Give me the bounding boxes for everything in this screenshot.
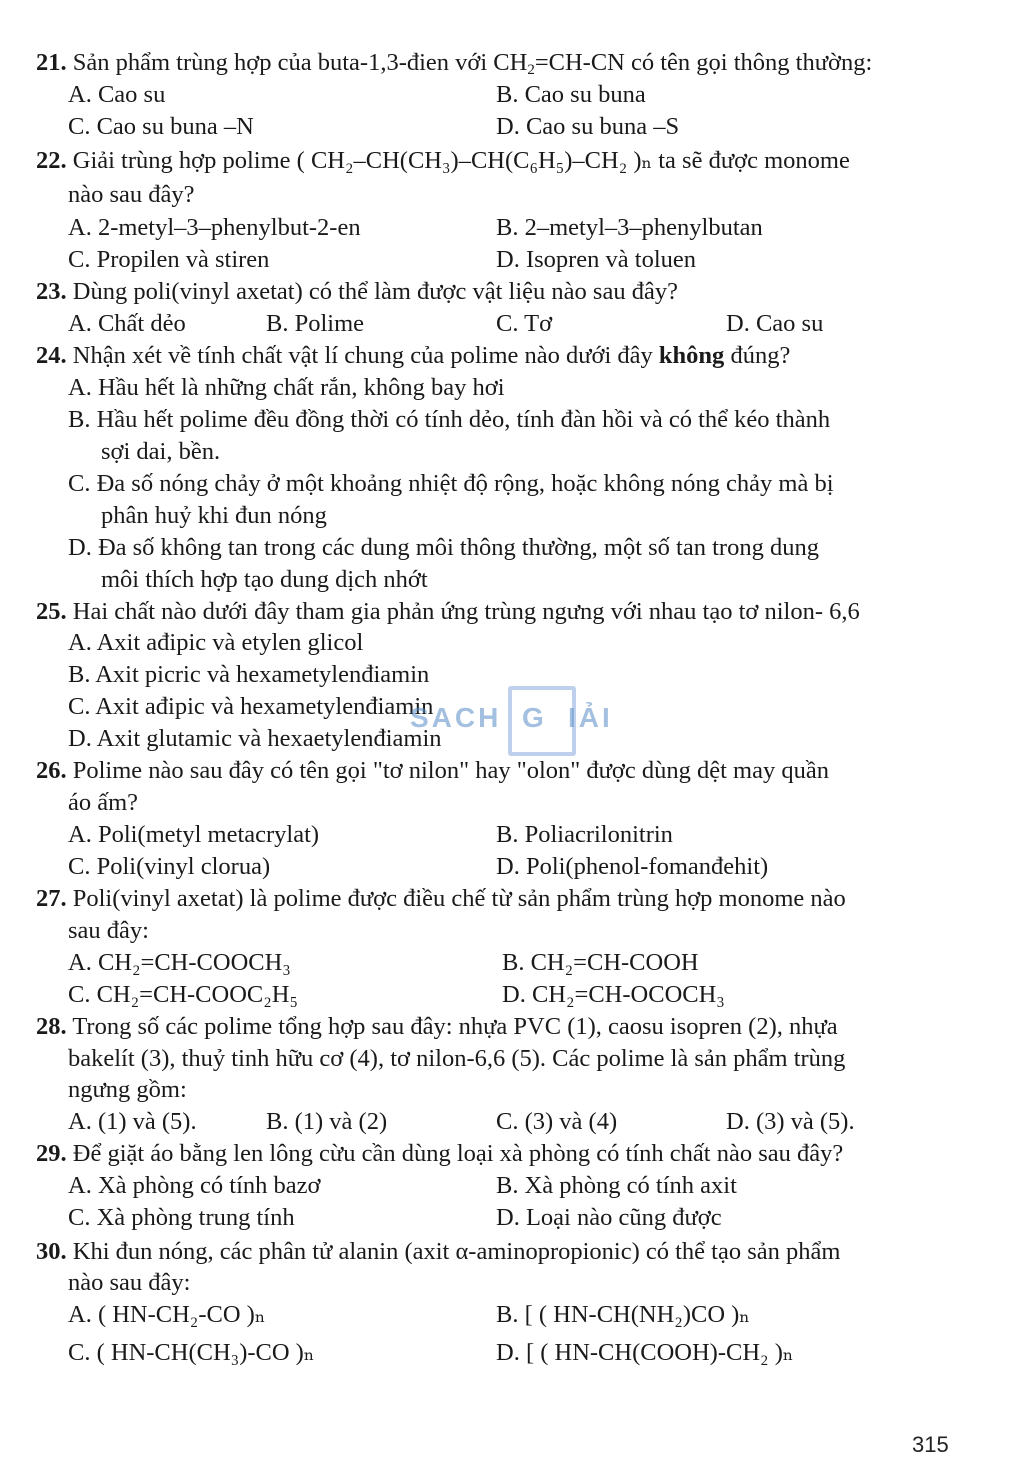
- q21-option-a: A. Cao su: [68, 81, 166, 108]
- q22-option-c: C. Propilen và stiren: [68, 246, 270, 273]
- q21-stem: 21. Sản phẩm trùng hợp của buta-1,3-đien với $CH_2=CH-CN$ có tên gọi thông thường:: [36, 49, 873, 78]
- q26-stem-line2: áo ấm?: [68, 789, 139, 816]
- q23-option-b: B. Polime: [266, 310, 365, 337]
- q25-option-c: C. Axit ađipic và hexametylenđiamin: [68, 693, 434, 720]
- q26-option-b: B. Poliacrilonitrin: [496, 821, 673, 848]
- q26-option-c: C. Poli(vinyl clorua): [68, 853, 271, 880]
- q27-option-b: B. CH₂=CH-COOH: [502, 949, 699, 976]
- q21-option-c: C. Cao su buna –N: [68, 113, 254, 140]
- q22-option-a: A. 2-metyl–3–phenylbut-2-en: [68, 214, 361, 241]
- q24-stem: 24. Nhận xét về tính chất vật lí chung của polime nào dưới đây không đúng?: [36, 342, 791, 369]
- q28-option-d: D. (3) và (5).: [726, 1108, 855, 1135]
- q25-option-a: A. Axit ađipic và etylen glicol: [68, 629, 364, 656]
- q28-option-b: B. (1) và (2): [266, 1108, 388, 1135]
- q24-option-d-cont: môi thích hợp tạo dung dịch nhớt: [101, 566, 428, 593]
- q27-option-d: D. CH₂=CH-OCOCH₃: [502, 981, 725, 1008]
- q29-option-c: C. Xà phòng trung tính: [68, 1204, 295, 1231]
- q23-option-c: C. Tơ: [496, 310, 553, 337]
- q25-option-d: D. Axit glutamic và hexaetylenđiamin: [68, 725, 442, 752]
- q21-option-b: B. Cao su buna: [496, 81, 646, 108]
- q30-stem-line2: nào sau đây:: [68, 1269, 191, 1296]
- q24-option-c: C. Đa số nóng chảy ở một khoảng nhiệt độ rộng, hoặc không nóng chảy mà bị: [68, 470, 834, 497]
- q21-option-d: D. Cao su buna –S: [496, 113, 680, 140]
- q25-stem: 25. Hai chất nào dưới đây tham gia phản ứng trùng ngưng với nhau tạo tơ nilon- 6,6: [36, 598, 860, 625]
- q27-stem-line2: sau đây:: [68, 917, 149, 944]
- q30-option-d: D. [ ( HN-CH(COOH)-CH₂ )ₙ: [496, 1339, 794, 1366]
- q29-option-d: D. Loại nào cũng được: [496, 1204, 722, 1231]
- q22-stem-line2: nào sau đây?: [68, 181, 195, 208]
- q22-formula: ( CH₂–CH(CH₃)–CH(C₆H₅)–CH₂ )ₙ: [296, 147, 653, 174]
- q28-option-a: A. (1) và (5).: [68, 1108, 197, 1135]
- page-number: 315: [912, 1432, 949, 1457]
- sachgiai-watermark: SACH G IẢI: [410, 686, 620, 750]
- q22-option-b: B. 2–metyl–3–phenylbutan: [496, 214, 763, 241]
- q28-option-c: C. (3) và (4): [496, 1108, 618, 1135]
- q23-stem: 23. Dùng poli(vinyl axetat) có thể làm được vật liệu nào sau đây?: [36, 278, 678, 305]
- q30-option-c: C. ( HN-CH(CH₃)-CO )ₙ: [68, 1339, 315, 1366]
- q27-option-c: C. CH₂=CH-COOC₂H₅: [68, 981, 299, 1008]
- q24-option-c-cont: phân huỷ khi đun nóng: [101, 502, 327, 529]
- q27-option-a: A. CH₂=CH-COOCH₃: [68, 949, 291, 976]
- q24-option-b: B. Hầu hết polime đều đồng thời có tính dẻo, tính đàn hồi và có thể kéo thành: [68, 406, 831, 433]
- q30-stem: 30. Khi đun nóng, các phân tử alanin (axit α-aminopropionic) có thể tạo sản phẩm: [36, 1238, 841, 1265]
- q24-option-a: A. Hầu hết là những chất rắn, không bay hơi: [68, 374, 505, 401]
- q23-option-d: D. Cao su: [726, 310, 824, 337]
- q26-option-d: D. Poli(phenol-fomanđehit): [496, 853, 769, 880]
- q23-option-a: A. Chất dẻo: [68, 310, 186, 337]
- q29-stem: 29. Để giặt áo bằng len lông cừu cần dùng loại xà phòng có tính chất nào sau đây?: [36, 1140, 844, 1167]
- q24-emphasis: không: [658, 342, 725, 369]
- q26-option-a: A. Poli(metyl metacrylat): [68, 821, 320, 848]
- q26-stem: 26. Polime nào sau đây có tên gọi "tơ nilon" hay "olon" được dùng dệt may quần: [36, 757, 829, 784]
- q25-option-b: B. Axit picric và hexametylenđiamin: [68, 661, 430, 688]
- q28-stem: 28. Trong số các polime tổng hợp sau đây: nhựa PVC (1), caosu isopren (2), nhựa: [36, 1013, 838, 1040]
- q29-option-b: B. Xà phòng có tính axit: [496, 1172, 737, 1199]
- q21-text: Sản phẩm trùng hợp của buta-1,3-đien với $CH_2=CH-CN$ có tên gọi thông thường:: [72, 49, 873, 78]
- q28-stem-line3: ngưng gồm:: [68, 1076, 187, 1103]
- q27-stem: 27. Poli(vinyl axetat) là polime được điều chế từ sản phẩm trùng hợp monome nào: [36, 885, 846, 912]
- q22-stem: 22. Giải trùng hợp polime ( CH₂–CH(CH₃)–CH(C₆H₅)–CH₂ )ₙ ta sẽ được monome: [36, 147, 850, 174]
- q28-stem-line2: bakelít (3), thuỷ tinh hữu cơ (4), tơ nilon-6,6 (5). Các polime là sản phẩm trùng: [68, 1045, 846, 1072]
- q24-option-d: D. Đa số không tan trong các dung môi thông thường, một số tan trong dung: [68, 534, 819, 561]
- q30-option-a: A. ( HN-CH₂-CO )ₙ: [68, 1301, 266, 1328]
- q29-option-a: A. Xà phòng có tính bazơ: [68, 1172, 321, 1199]
- q22-option-d: D. Isopren và toluen: [496, 246, 697, 273]
- q24-option-b-cont: sợi dai, bền.: [101, 438, 221, 465]
- q30-option-b: B. [ ( HN-CH(NH₂)CO )ₙ: [496, 1301, 750, 1328]
